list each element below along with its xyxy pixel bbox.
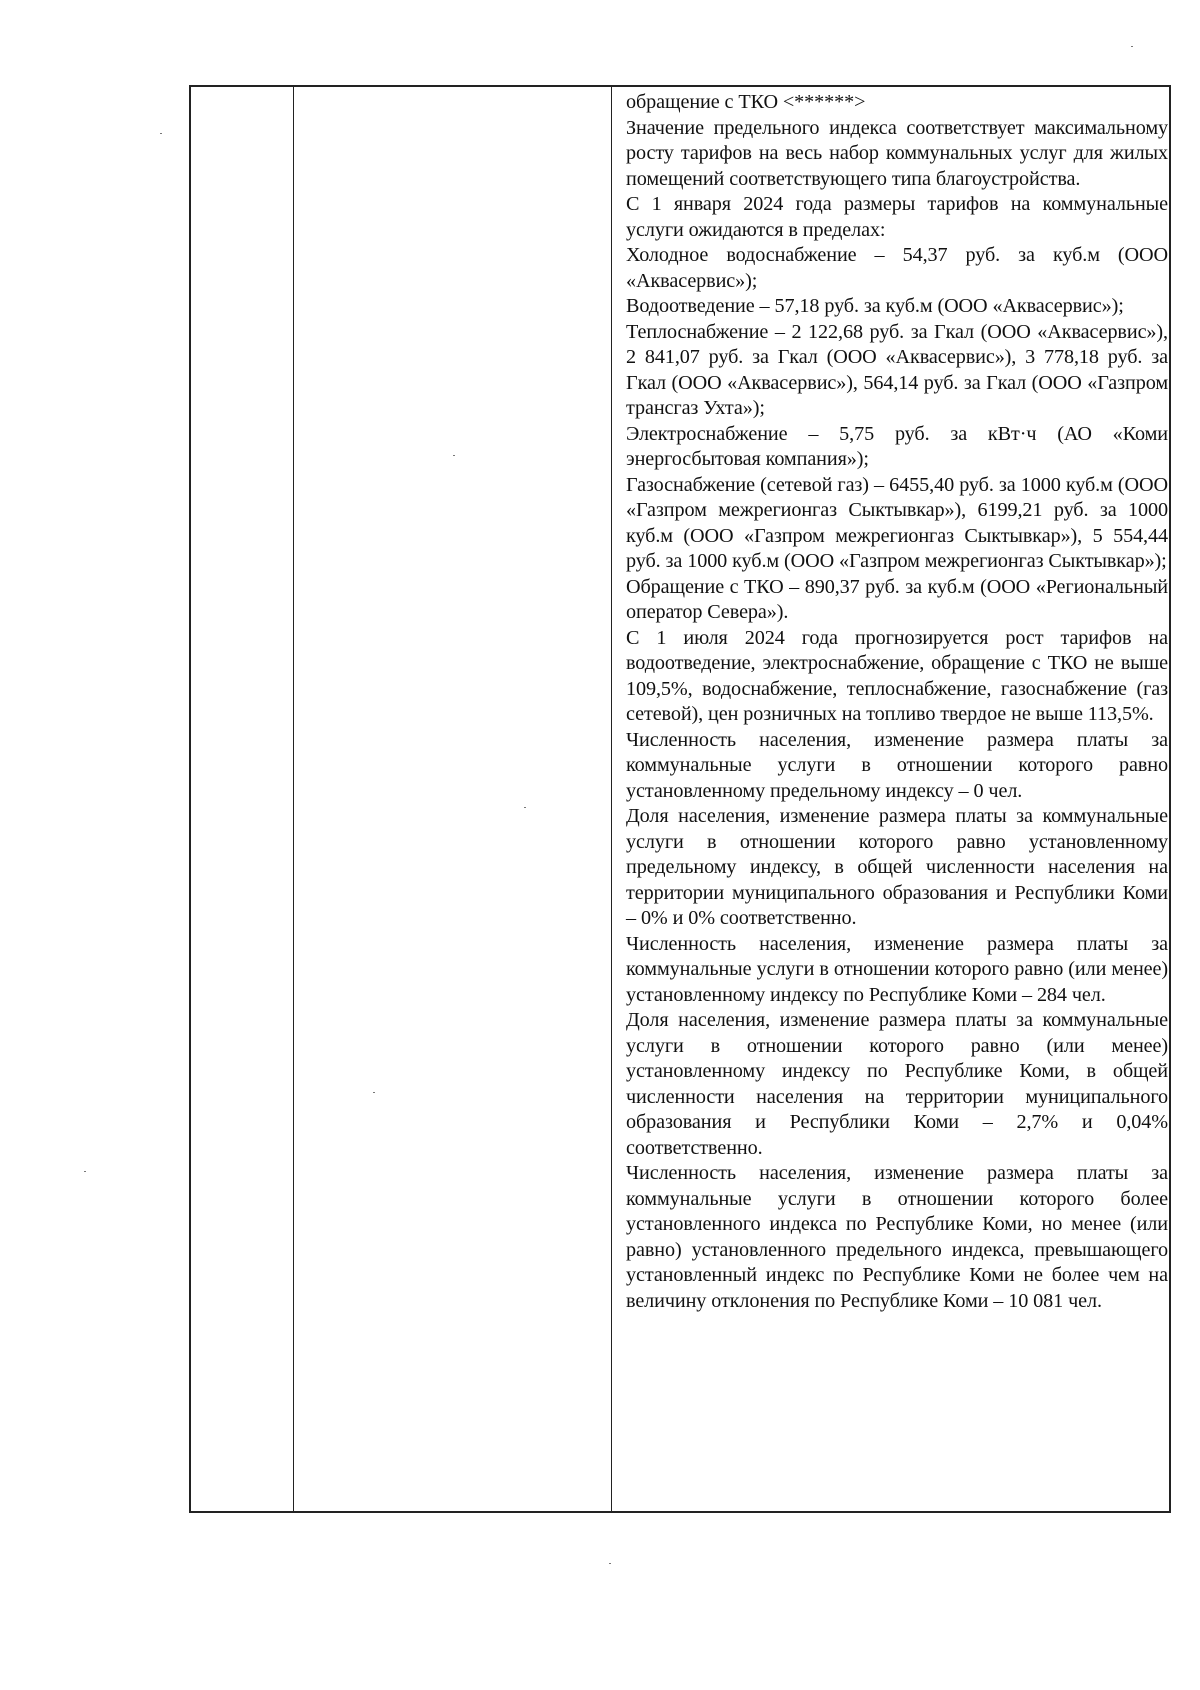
paragraph: Водоотведение – 57,18 руб. за куб.м (ООО «Аквасервис»); — [626, 295, 1124, 317]
paragraph: Значение предельного индекса соответствует максимальному росту тарифов на весь набор коммунальных услуг для жилых помещений соответствующего типа благоустройства. — [626, 116, 1168, 190]
scan-speck — [1131, 46, 1133, 47]
paragraph: Обращение с ТКО – 890,37 руб. за куб.м (ООО «Региональный оператор Севера»). — [626, 575, 1168, 623]
scan-speck — [609, 1563, 611, 1564]
paragraph: Численность населения, изменение размера платы за коммунальные услуги в отношении которого равно (или менее) установленному индексу по Республике Коми – 284 чел. — [626, 932, 1168, 1006]
scan-speck — [524, 807, 526, 808]
scan-speck — [160, 133, 162, 134]
paragraph: обращение с ТКО <******> — [626, 91, 866, 113]
scan-speck — [373, 1092, 375, 1093]
paragraph: Доля населения, изменение размера платы за коммунальные услуги в отношении которого равно установленному предельному индексу, в общей численности населения на территории муниципального образования и Республики Коми – 0% и 0% соответственно. — [626, 805, 1168, 929]
data-table — [189, 85, 1171, 1513]
paragraph: Доля населения, изменение размера платы за коммунальные услуги в отношении которого равно (или менее) установленному индексу по Республике Коми, в общей численности населения на территории муниципального образования и Республики Коми – 2,7% и 0,04% соответственно. — [626, 1009, 1168, 1159]
paragraph: Холодное водоснабжение – 54,37 руб. за куб.м (ООО «Аквасервис»); — [626, 244, 1168, 292]
paragraph: Электроснабжение – 5,75 руб. за кВт·ч (АО «Коми энергосбытовая компания»); — [626, 422, 1168, 470]
paragraph: Теплоснабжение – 2 122,68 руб. за Гкал (ООО «Аквасервис»), 2 841,07 руб. за Гкал (ООО «Аквасервис»), 3 778,18 руб. за Гкал (ООО «Аквасервис»), 564,14 руб. за Гкал (ООО «Газпром трансгаз Ухта»); — [626, 320, 1168, 419]
paragraph: Численность населения, изменение размера платы за коммунальные услуги в отношении которого равно установленному предельному индексу – 0 чел. — [626, 728, 1168, 802]
paragraph: С 1 июля 2024 года прогнозируется рост тарифов на водоотведение, электроснабжение, обращение с ТКО не выше 109,5%, водоснабжение, теплоснабжение, газоснабжение (газ сетевой), цен розничных на топливо твердое не выше 113,5%. — [626, 626, 1168, 725]
scan-speck — [84, 1171, 86, 1172]
column-divider-1 — [293, 87, 294, 1511]
column-divider-2 — [611, 87, 612, 1511]
paragraph: С 1 января 2024 года размеры тарифов на коммунальные услуги ожидаются в пределах: — [626, 193, 1168, 241]
table-cell-description — [626, 90, 1168, 1314]
paragraph: Численность населения, изменение размера платы за коммунальные услуги в отношении которого более установленного индекса по Республике Коми, но менее (или равно) установленного предельного индекса, превышающего установленный индекс по Республике Коми не более чем на величину отклонения по Республике Коми – 10 081 чел. — [626, 1162, 1168, 1312]
scan-speck — [453, 455, 455, 456]
paragraph: Газоснабжение (сетевой газ) – 6455,40 руб. за 1000 куб.м (ООО «Газпром межрегионгаз Сыктывкар»), 6199,21 руб. за 1000 куб.м (ООО «Газпром межрегионгаз Сыктывкар»), 5 554,44 руб. за 1000 куб.м (ООО «Газпром межрегионгаз Сыктывкар»); — [626, 473, 1168, 572]
